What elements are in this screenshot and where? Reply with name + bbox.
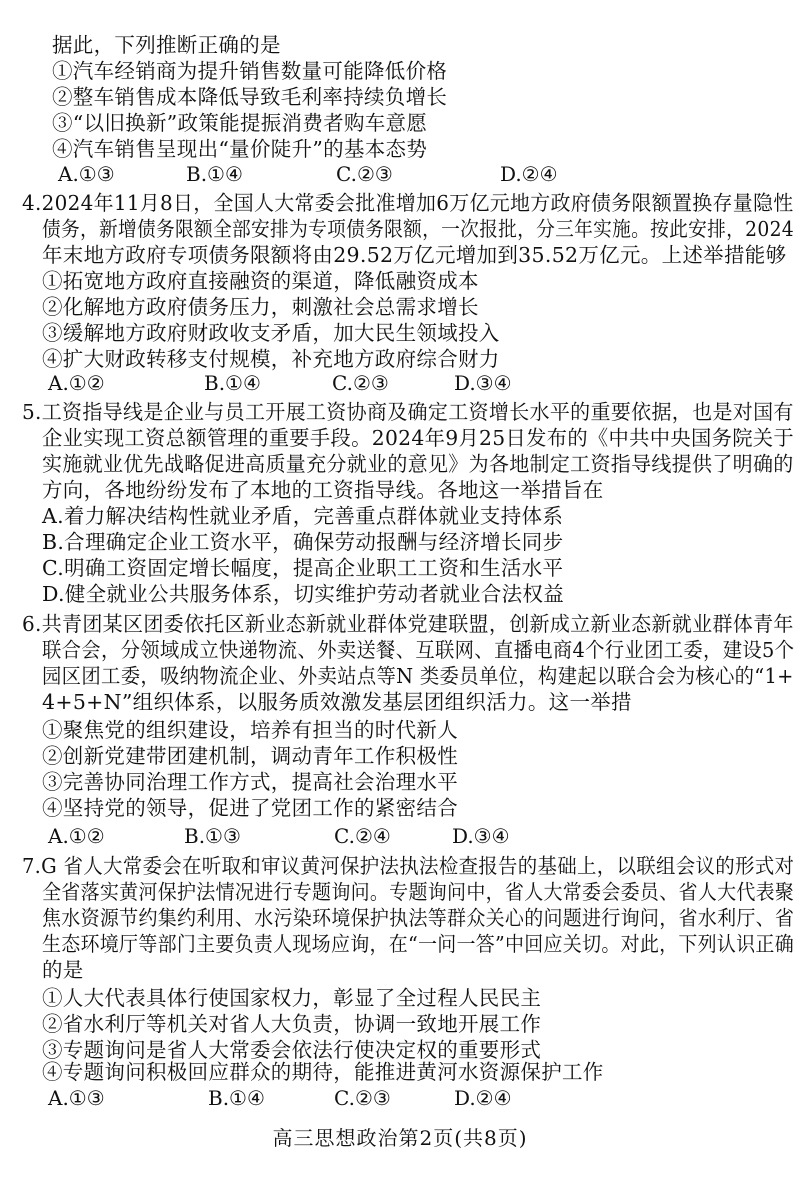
question-7-text: 的是 [42,958,84,982]
option-d: D.③④ [452,824,510,848]
answer-options [48,1085,748,1111]
choice-c: C.明确工资固定增长幅度，提高企业职工工资和生活水平 [42,556,564,580]
choice-b: B.合理确定企业工资水平，确保劳动报酬与经济增长同步 [42,530,564,554]
question-6-text: 4+5+N”组织体系，以服务质效激发基层团组织活力。这一举措 [42,690,632,714]
statement-item: ④坚持党的领导，促进了党团工作的紧密结合 [42,796,458,820]
answer-options [48,370,748,396]
option-d: D.②④ [500,162,558,186]
question-5-text: 5.工资指导线是企业与员工开展工资协商及确定工资增长水平的重要依据，也是对国有 [22,400,794,424]
option-a: A.①③ [58,162,115,186]
option-b: B.①④ [186,162,243,186]
question-6-text: 6.共青团某区团委依托区新业态新就业群体党建联盟，创新成立新业态新就业群体青年 [22,612,794,636]
question-6-text: 园区团工委，吸纳物流企业、外卖站点等N 类委员单位，构建起以联合会为核心的“1+ [42,664,794,688]
option-c: C.②③ [336,162,393,186]
question-4-text: 年末地方政府专项债务限额将由29.52万亿元增加到35.52万亿元。上述举措能够 [42,243,787,267]
statement-item: ③缓解地方政府财政收支矛盾，加大民生领域投入 [42,321,500,345]
option-a: A.①③ [48,1086,105,1110]
option-b: B.①④ [208,1086,265,1110]
statement-item: ③专题询问是省人大常委会依法行使决定权的重要形式 [42,1038,542,1062]
statement-item: ④专题询问积极回应群众的期待，能推进黄河水资源保护工作 [42,1060,604,1084]
choice-d: D.健全就业公共服务体系，切实维护劳动者就业合法权益 [42,582,565,606]
question-5-text: 方向，各地纷纷发布了本地的工资指导线。各地这一举措旨在 [42,478,604,502]
statement-item: ②整车销售成本降低导致毛利率持续负增长 [52,85,448,109]
answer-options [58,161,758,187]
question-stem: 据此，下列推断正确的是 [52,33,281,57]
option-c: C.②③ [334,1086,391,1110]
statement-item: ②化解地方政府债务压力，刺激社会总需求增长 [42,295,479,319]
question-4-text: 债务，新增债务限额全部安排为专项债务限额，一次报批，分三年实施。按此安排，2024 [42,217,794,241]
option-d: D.③④ [454,371,512,395]
statement-item: ②创新党建带团建机制，调动青年工作积极性 [42,744,458,768]
statement-item: ③“以旧换新”政策能提振消费者购车意愿 [52,111,428,135]
question-5-text: 实施就业优先战略促进高质量充分就业的意见》为各地制定工资指导线提供了明确的 [42,452,794,476]
option-c: C.②③ [332,371,389,395]
answer-options [48,823,748,849]
question-7-text: 焦水资源节约集约利用、水污染环境保护执法等群众关心的问题进行询问，省水利厅、省 [42,906,795,930]
choice-a: A.着力解决结构性就业矛盾，完善重点群体就业支持体系 [42,504,564,528]
statement-item: ①人大代表具体行使国家权力，彰显了全过程人民民主 [42,986,542,1010]
question-7-text: 7.G 省人大常委会在听取和审议黄河保护法执法检查报告的基础上，以联组会议的形式对 [22,854,795,878]
statement-item: ④汽车销售呈现出“量价陡升”的基本态势 [52,137,428,161]
statement-item: ④扩大财政转移支付规模，补充地方政府综合财力 [42,347,500,371]
question-4-text: 4.2024年11月8日，全国人大常委会批准增加6万亿元地方政府债务限额置换存量隐性 [22,191,794,215]
question-7-text: 全省落实黄河保护法情况进行专题询问。专题询问中，省人大常委会委员、省人大代表聚 [42,880,795,904]
question-6-text: 联合会，分领域成立快递物流、外卖送餐、互联网、直播电商4个行业团工委，建设5个 [42,638,795,662]
question-5-text: 企业实现工资总额管理的重要手段。2024年9月25日发布的《中共中央国务院关于 [42,426,795,450]
option-d: D.②④ [454,1086,512,1110]
option-a: A.①② [48,371,105,395]
page-footer: 高三思想政治第2页(共8页) [272,1126,528,1150]
option-a: A.①② [48,824,105,848]
question-7-text: 生态环境厅等部门主要负责人现场应询，在“一问一答”中回应关切。对此，下列认识正确 [42,932,794,956]
statement-item: ①聚焦党的组织建设，培养有担当的时代新人 [42,718,458,742]
statement-item: ①拓宽地方政府直接融资的渠道，降低融资成本 [42,269,479,293]
statement-item: ③完善协同治理工作方式，提高社会治理水平 [42,770,458,794]
statement-item: ①汽车经销商为提升销售数量可能降低价格 [52,59,448,83]
option-b: B.①③ [184,824,241,848]
statement-item: ②省水利厅等机关对省人大负责，协调一致地开展工作 [42,1012,542,1036]
option-c: C.②④ [334,824,391,848]
option-b: B.①④ [204,371,261,395]
